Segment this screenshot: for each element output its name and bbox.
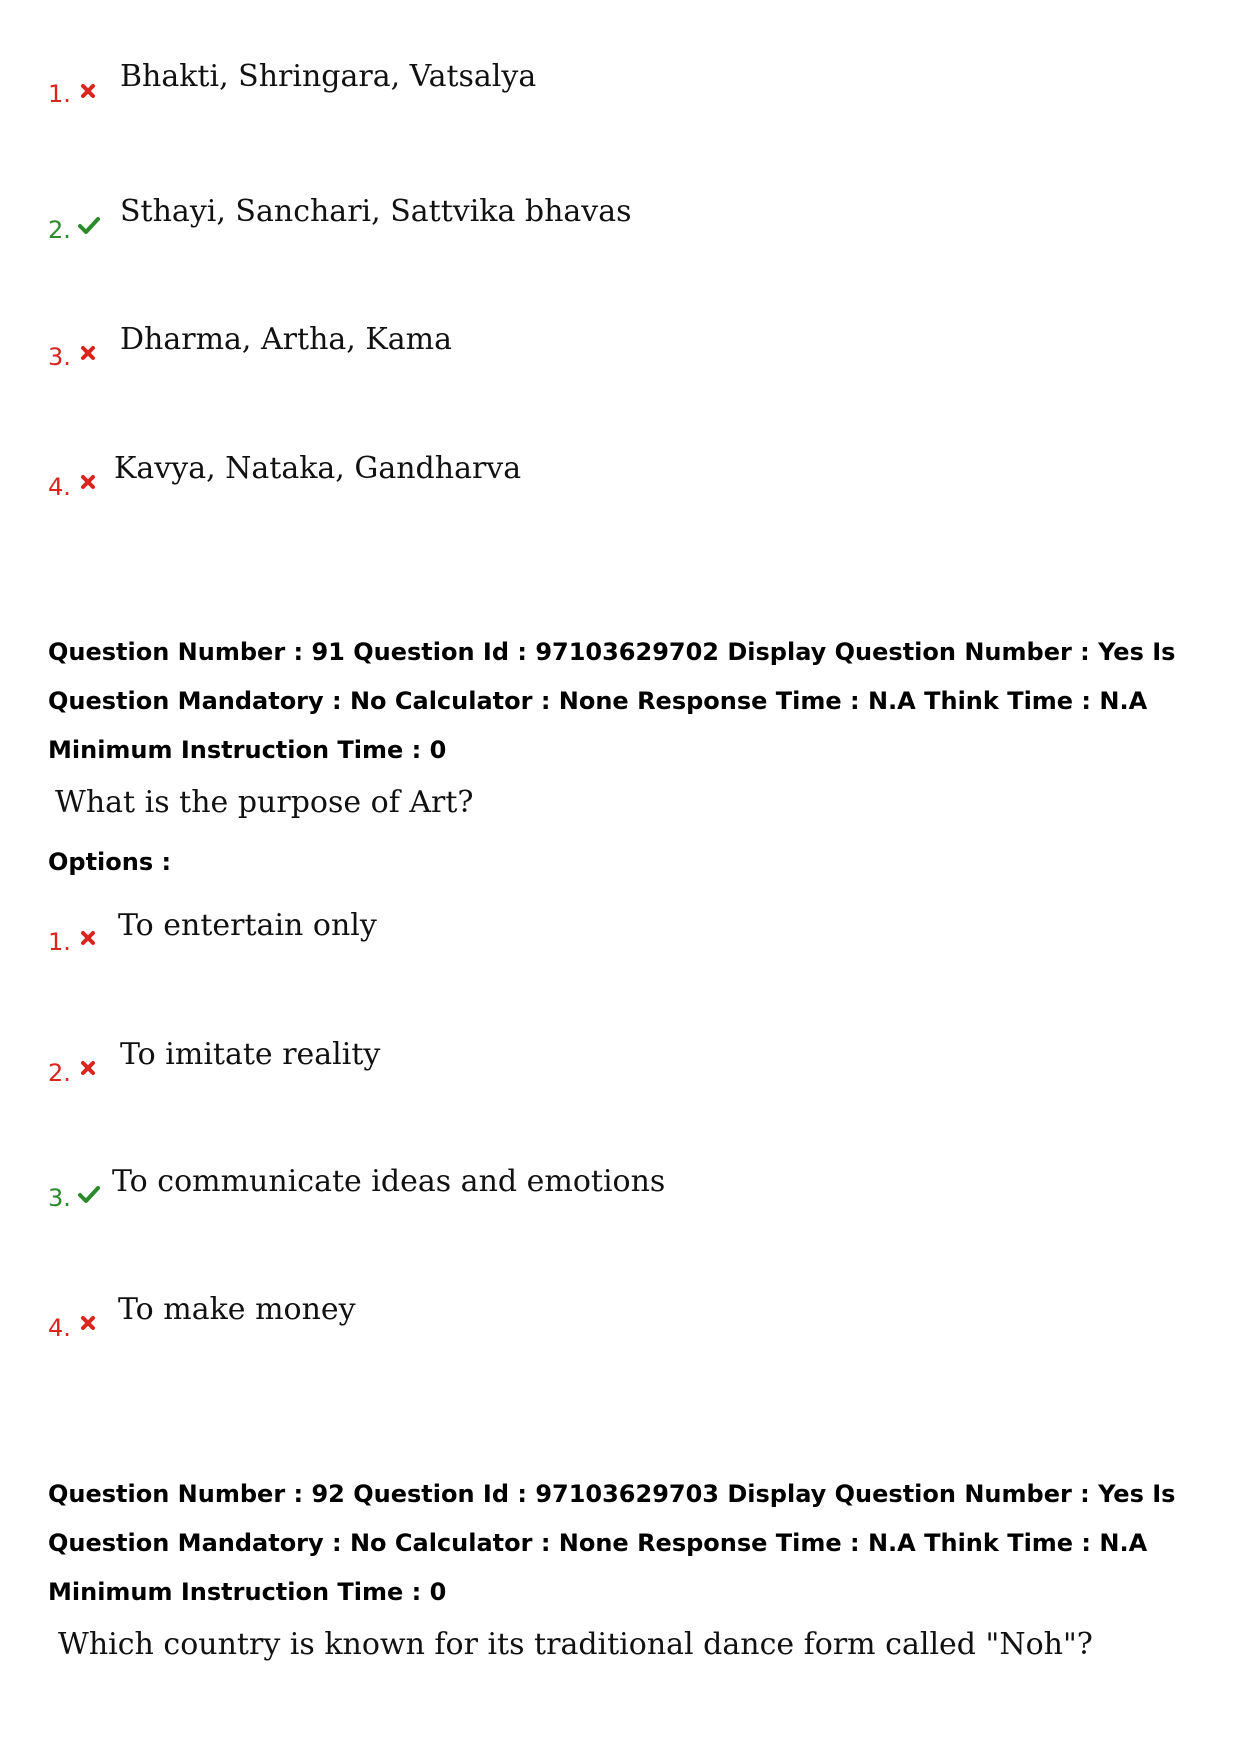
option-text: To communicate ideas and emotions: [112, 1164, 666, 1199]
cross-icon: [77, 80, 99, 102]
cross-icon: [77, 1312, 99, 1334]
cross-icon: [77, 342, 99, 364]
option-text: To imitate reality: [120, 1037, 381, 1072]
option-number: 1.: [48, 928, 71, 956]
option-text: To entertain only: [118, 908, 377, 943]
option-text: To make money: [118, 1292, 356, 1327]
cross-icon: [77, 1057, 99, 1079]
option-number: 3.: [48, 343, 71, 371]
cross-icon: [77, 927, 99, 949]
option-number: 2.: [48, 1059, 71, 1087]
option-number: 4.: [48, 473, 71, 501]
question-92-meta: Question Number : 92 Question Id : 97103629703 Display Question Number : Yes Is Question Mandatory : No Calculator : None Response Time : N.A Think Time : N.A Minimum Instruction Time : 0: [48, 1480, 1176, 1606]
cross-icon: [77, 471, 99, 493]
check-icon: [77, 1183, 101, 1205]
option-number: 1.: [48, 80, 71, 108]
question-92-text: Which country is known for its traditional dance form called "Noh"?: [58, 1627, 1093, 1662]
option-text: Bhakti, Shringara, Vatsalya: [120, 59, 537, 94]
option-number: 4.: [48, 1314, 71, 1342]
option-number: 2.: [48, 216, 71, 244]
option-text: Sthayi, Sanchari, Sattvika bhavas: [120, 194, 632, 229]
question-91-meta: Question Number : 91 Question Id : 97103629702 Display Question Number : Yes Is Question Mandatory : No Calculator : None Response Time : N.A Think Time : N.A Minimum Instruction Time : 0: [48, 638, 1176, 764]
option-text: Dharma, Artha, Kama: [120, 322, 452, 357]
option-text: Kavya, Nataka, Gandharva: [114, 451, 522, 486]
option-number: 3.: [48, 1184, 71, 1212]
check-icon: [77, 214, 101, 236]
question-91-text: What is the purpose of Art?: [55, 785, 474, 820]
options-label: Options :: [48, 848, 172, 876]
